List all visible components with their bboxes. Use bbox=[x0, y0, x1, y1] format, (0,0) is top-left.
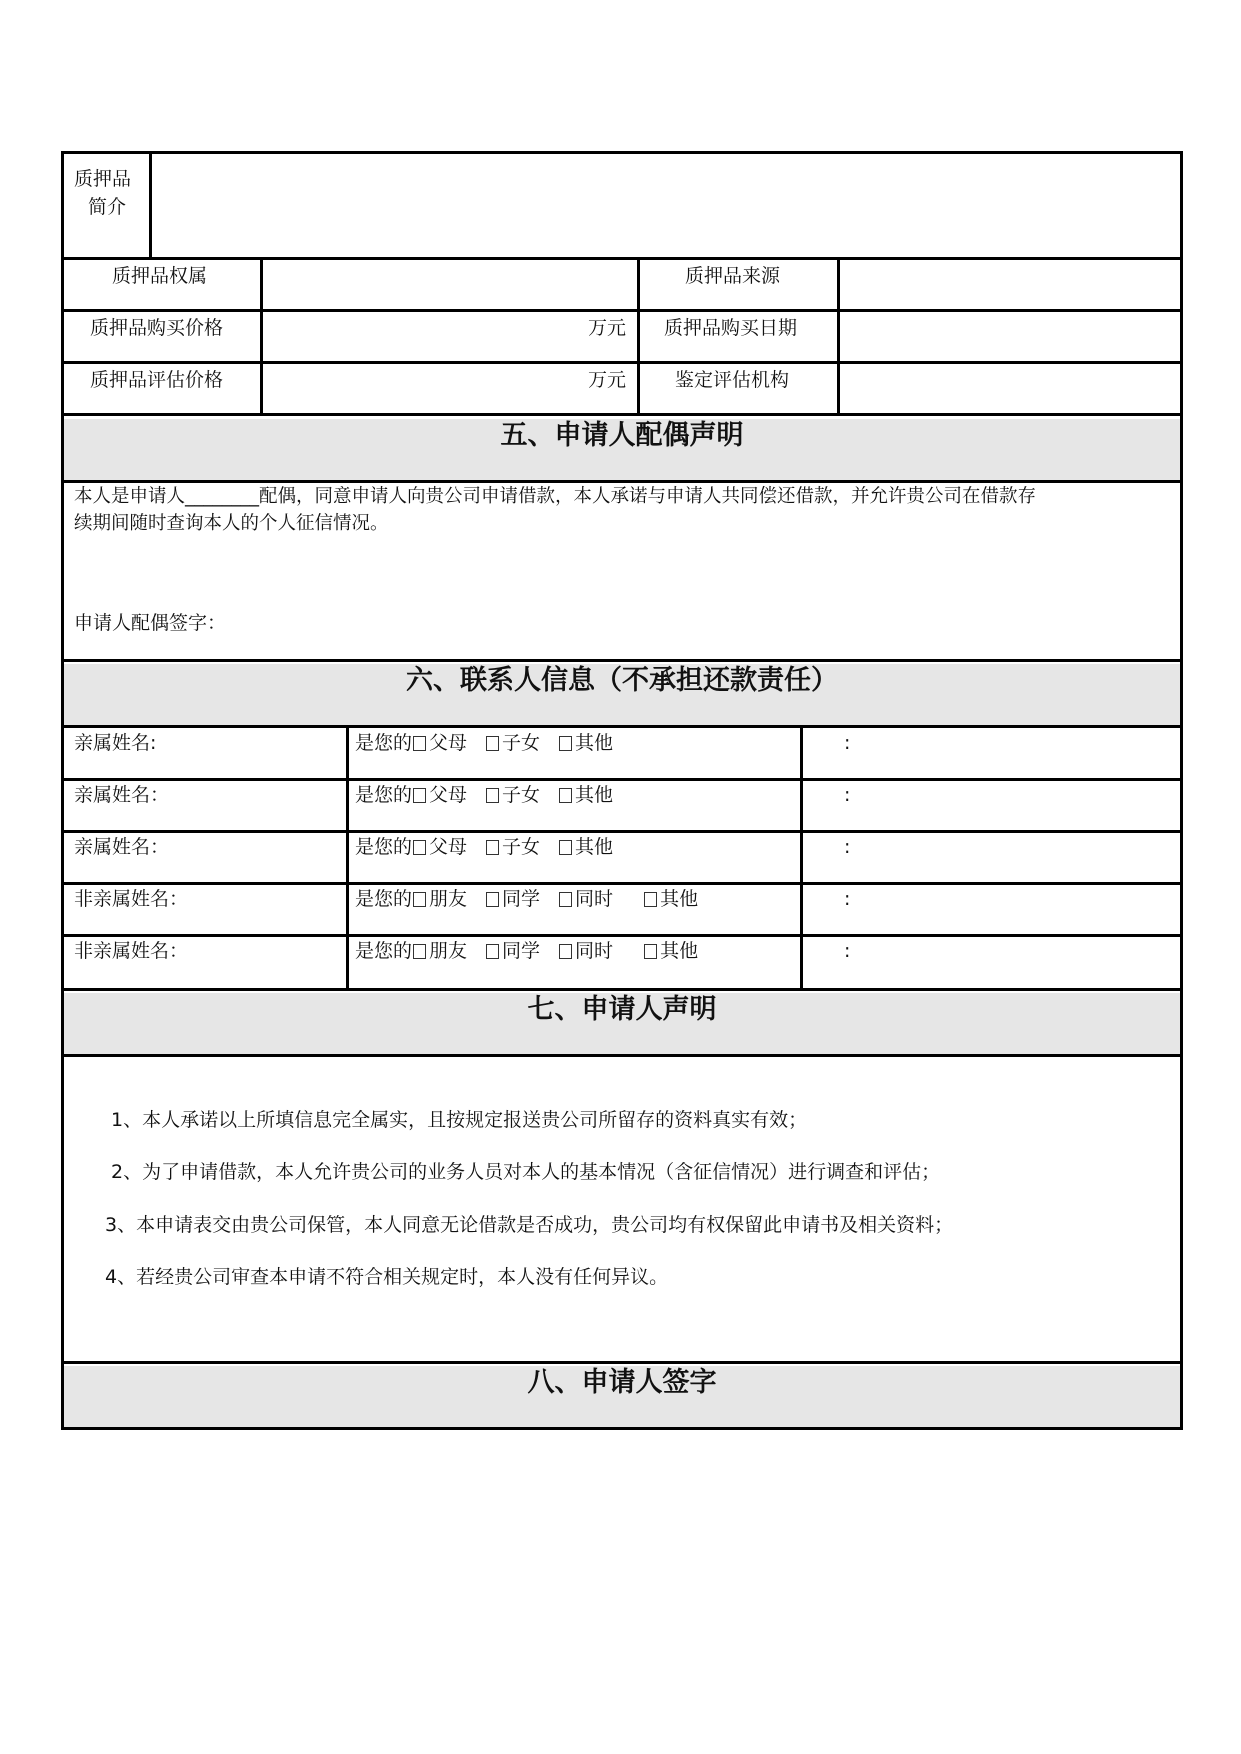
spouse-statement-line2: 续期间随时查询本人的个人征信情况。 bbox=[74, 513, 389, 534]
relationship-option-label: 其他 bbox=[575, 784, 614, 806]
col-divider bbox=[800, 725, 803, 988]
checkbox[interactable] bbox=[486, 944, 499, 959]
relationship-option[interactable] bbox=[558, 730, 613, 756]
relationship-option-label: 同学 bbox=[502, 888, 541, 910]
purchase-date-label: 质押品购买日期 bbox=[664, 317, 798, 339]
intro-label-line2: 简介 bbox=[88, 196, 127, 218]
contact-name-field[interactable] bbox=[204, 934, 344, 981]
source-field[interactable] bbox=[841, 261, 1180, 308]
relationship-option[interactable] bbox=[558, 834, 613, 860]
contact-phone-field[interactable] bbox=[854, 882, 1180, 929]
checkbox[interactable] bbox=[413, 736, 426, 751]
row-divider bbox=[64, 309, 1180, 312]
relationship-option-label: 父母 bbox=[429, 784, 468, 806]
relationship-option[interactable] bbox=[643, 938, 698, 964]
relationship-option-label: 子女 bbox=[502, 784, 541, 806]
appraised-price-label: 质押品评估价格 bbox=[90, 369, 224, 391]
relationship-group bbox=[355, 730, 631, 756]
row-divider bbox=[64, 1361, 1180, 1364]
relationship-option[interactable] bbox=[485, 886, 540, 912]
relationship-option[interactable] bbox=[643, 886, 698, 912]
contact-name-field[interactable] bbox=[204, 778, 344, 825]
collateral-intro-field[interactable] bbox=[153, 154, 1180, 256]
checkbox[interactable] bbox=[559, 944, 572, 959]
relationship-prefix: 是您的 bbox=[355, 888, 413, 910]
checkbox[interactable] bbox=[486, 840, 499, 855]
relationship-option-label: 朋友 bbox=[429, 888, 468, 910]
spouse-signature-label: 申请人配偶签字： bbox=[74, 612, 227, 634]
row-divider bbox=[64, 480, 1180, 483]
row-divider bbox=[64, 257, 1180, 260]
relationship-option[interactable] bbox=[558, 782, 613, 808]
ownership-label: 质押品权属 bbox=[112, 265, 208, 287]
row-divider bbox=[64, 988, 1180, 991]
checkbox[interactable] bbox=[486, 736, 499, 751]
checkbox[interactable] bbox=[413, 944, 426, 959]
checkbox[interactable] bbox=[413, 892, 426, 907]
row-divider bbox=[64, 413, 1180, 416]
relationship-option[interactable] bbox=[485, 782, 540, 808]
col-divider bbox=[260, 257, 263, 413]
ownership-field[interactable] bbox=[264, 261, 636, 308]
declaration-item: 2、为了申请借款，本人允许贵公司的业务人员对本人的基本情况（含征信情况）进行调查和评估； bbox=[111, 1161, 941, 1183]
section8-title: 八、申请人签字 bbox=[527, 1367, 717, 1398]
intro-label-line1: 质押品 bbox=[74, 168, 132, 190]
checkbox[interactable] bbox=[559, 840, 572, 855]
checkbox[interactable] bbox=[413, 840, 426, 855]
declaration-item: 3、本申请表交由贵公司保管，本人同意无论借款是否成功，贵公司均有权保留此申请书及相关资料； bbox=[105, 1214, 954, 1236]
relationship-option-label: 子女 bbox=[502, 732, 541, 754]
relationship-group bbox=[355, 886, 716, 912]
purchase-price-field[interactable] bbox=[264, 313, 636, 360]
spouse-statement-line1: 本人是申请人________配偶，同意申请人向贵公司申请借款，本人承诺与申请人共同偿还借款，并允许贵公司在借款存 bbox=[74, 486, 1037, 507]
contact-phone-label: : bbox=[844, 888, 851, 910]
relationship-group bbox=[355, 938, 716, 964]
row-divider bbox=[64, 1054, 1180, 1057]
relationship-option-label: 同时 bbox=[575, 888, 614, 910]
checkbox[interactable] bbox=[413, 788, 426, 803]
relationship-option-label: 同学 bbox=[502, 940, 541, 962]
row-divider bbox=[64, 361, 1180, 364]
relationship-option[interactable] bbox=[485, 730, 540, 756]
source-label: 质押品来源 bbox=[685, 265, 781, 287]
contact-name-field[interactable] bbox=[204, 882, 344, 929]
relationship-option[interactable] bbox=[558, 886, 613, 912]
appraised-price-field[interactable] bbox=[264, 365, 636, 412]
section5-title: 五、申请人配偶声明 bbox=[500, 420, 744, 451]
relationship-option-label: 父母 bbox=[429, 836, 468, 858]
relationship-option-label: 父母 bbox=[429, 732, 468, 754]
contact-name-label: 亲属姓名： bbox=[74, 784, 170, 806]
relationship-prefix: 是您的 bbox=[355, 732, 413, 754]
relationship-option[interactable] bbox=[558, 938, 613, 964]
relationship-group bbox=[355, 782, 631, 808]
checkbox[interactable] bbox=[559, 788, 572, 803]
relationship-option[interactable] bbox=[412, 730, 467, 756]
contact-name-field[interactable] bbox=[204, 726, 344, 773]
purchase-price-label: 质押品购买价格 bbox=[90, 317, 224, 339]
relationship-option[interactable] bbox=[485, 834, 540, 860]
contact-phone-label: : bbox=[844, 940, 851, 962]
contact-phone-label: : bbox=[844, 784, 851, 806]
appraisal-org-field[interactable] bbox=[841, 365, 1180, 412]
relationship-option-label: 其他 bbox=[660, 888, 699, 910]
relationship-prefix: 是您的 bbox=[355, 784, 413, 806]
purchase-date-field[interactable] bbox=[841, 313, 1180, 360]
loan-application-form bbox=[61, 151, 1183, 1430]
relationship-option[interactable] bbox=[412, 782, 467, 808]
contact-phone-label: : bbox=[844, 836, 851, 858]
section7-title: 七、申请人声明 bbox=[527, 994, 717, 1025]
purchase-price-unit: 万元 bbox=[588, 317, 627, 339]
relationship-option-label: 朋友 bbox=[429, 940, 468, 962]
checkbox[interactable] bbox=[486, 892, 499, 907]
contact-name-label: 非亲属姓名： bbox=[74, 940, 189, 962]
contact-name-field[interactable] bbox=[204, 830, 344, 877]
relationship-option[interactable] bbox=[412, 886, 467, 912]
relationship-prefix: 是您的 bbox=[355, 836, 413, 858]
col-divider bbox=[637, 257, 640, 413]
relationship-group bbox=[355, 834, 631, 860]
relationship-option-label: 子女 bbox=[502, 836, 541, 858]
declaration-item: 1、本人承诺以上所填信息完全属实，且按规定报送贵公司所留存的资料真实有效； bbox=[111, 1109, 808, 1131]
contact-phone-field[interactable] bbox=[854, 726, 1180, 773]
checkbox[interactable] bbox=[559, 892, 572, 907]
checkbox[interactable] bbox=[644, 892, 657, 907]
col-divider bbox=[837, 257, 840, 413]
relationship-option-label: 其他 bbox=[575, 836, 614, 858]
row-divider bbox=[64, 659, 1180, 662]
appraised-price-unit: 万元 bbox=[588, 369, 627, 391]
contact-phone-field[interactable] bbox=[854, 934, 1180, 981]
relationship-option[interactable] bbox=[485, 938, 540, 964]
contact-name-label: 亲属姓名： bbox=[74, 836, 170, 858]
relationship-prefix: 是您的 bbox=[355, 940, 413, 962]
col-divider bbox=[346, 725, 349, 988]
contact-name-label: 非亲属姓名： bbox=[74, 888, 189, 910]
relationship-option-label: 其他 bbox=[660, 940, 699, 962]
relationship-option[interactable] bbox=[412, 938, 467, 964]
contact-phone-field[interactable] bbox=[854, 778, 1180, 825]
relationship-option-label: 其他 bbox=[575, 732, 614, 754]
checkbox[interactable] bbox=[486, 788, 499, 803]
declaration-item: 4、若经贵公司审查本申请不符合相关规定时，本人没有任何异议。 bbox=[105, 1266, 669, 1288]
appraisal-org-label: 鉴定评估机构 bbox=[675, 369, 790, 391]
contact-name-label: 亲属姓名: bbox=[74, 732, 157, 754]
section6-title: 六、联系人信息（不承担还款责任） bbox=[406, 665, 838, 696]
contact-phone-field[interactable] bbox=[854, 830, 1180, 877]
checkbox[interactable] bbox=[559, 736, 572, 751]
relationship-option[interactable] bbox=[412, 834, 467, 860]
checkbox[interactable] bbox=[644, 944, 657, 959]
relationship-option-label: 同时 bbox=[575, 940, 614, 962]
contact-phone-label: : bbox=[844, 732, 851, 754]
col-divider bbox=[149, 154, 152, 257]
